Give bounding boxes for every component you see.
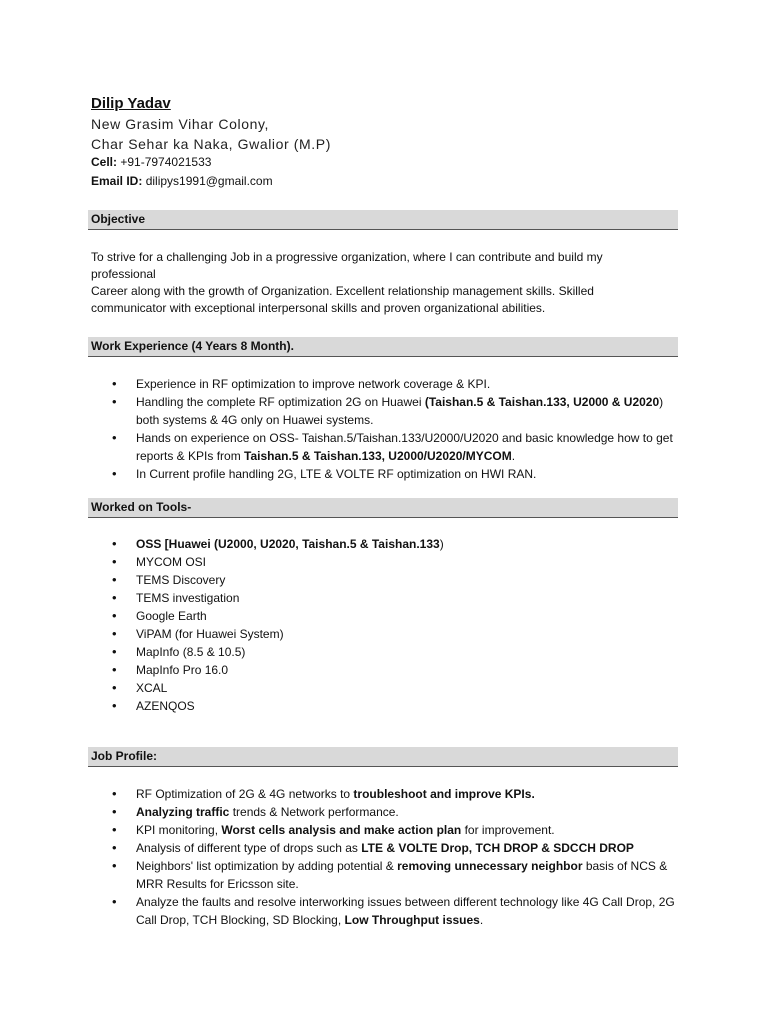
list-item-text: Handling the complete RF optimization 2G on Huawei <box>136 395 425 409</box>
list-item-text: Analysis of different type of drops such as <box>136 841 362 855</box>
tools-list <box>110 535 680 715</box>
list-item <box>110 893 680 929</box>
list-item-text: Low Throughput issues <box>344 913 480 927</box>
list-item <box>110 535 680 553</box>
job-profile-list <box>110 785 680 929</box>
list-item-text: Analyze the faults and resolve interworking issues between different technology like 4G Call Drop, 2G Call Drop, TCH Blocking, SD Blocking, <box>136 895 675 927</box>
list-item <box>110 679 680 697</box>
list-item-text: ) both systems & 4G only on Huawei systems. <box>136 395 664 427</box>
objective-line-3: Career along with the growth of Organization. Excellent relationship management skills. Skilled <box>91 284 594 298</box>
list-item-text: trends & Network performance. <box>229 805 399 819</box>
list-item <box>110 375 680 393</box>
list-item-text: Experience in RF optimization to improve network coverage & KPI. <box>136 377 491 391</box>
list-item-text: TEMS Discovery <box>136 573 226 587</box>
list-item-text: OSS [Huawei (U2000, U2020, Taishan.5 & Taishan.133 <box>136 537 440 551</box>
list-item <box>110 839 680 857</box>
list-item <box>110 571 680 589</box>
list-item <box>110 429 680 465</box>
list-item <box>110 857 680 893</box>
cell-label: Cell: <box>91 155 118 169</box>
list-item <box>110 803 680 821</box>
list-item-text: . <box>479 913 484 927</box>
list-item-text: MYCOM OSI <box>136 555 207 569</box>
tools-heading: Worked on Tools- <box>91 500 192 514</box>
list-item <box>110 607 680 625</box>
list-item-text: removing unnecessary neighbor <box>397 859 583 873</box>
list-item-text: Hands on experience on OSS- Taishan.5/Taishan.133/U2000/U2020 and basic knowledge how to get reports & KPIs from <box>136 431 673 463</box>
email-line <box>91 174 273 188</box>
work-experience-heading: Work Experience (4 Years 8 Month). <box>91 339 294 353</box>
list-item-text: LTE & VOLTE Drop, TCH DROP & SDCCH DROP <box>361 841 634 855</box>
list-item-text: AZENQOS <box>136 699 195 713</box>
list-item <box>110 785 680 803</box>
list-item-text: RF Optimization of 2G & 4G networks to <box>136 787 354 801</box>
list-item-text: for improvement. <box>461 823 555 837</box>
cell-line <box>91 155 211 169</box>
list-item-text: basis of NCS & MRR Results for Ericsson site. <box>136 859 668 891</box>
address-line-1: New Grasim Vihar Colony, <box>91 116 270 132</box>
list-item-text: ) <box>439 537 444 551</box>
cell-value: +91-7974021533 <box>120 155 212 169</box>
list-item-text: . <box>511 449 516 463</box>
work-experience-list <box>110 375 680 483</box>
address-line-2: Char Sehar ka Naka, Gwalior (M.P) <box>91 136 331 152</box>
objective-heading-bar <box>88 210 678 230</box>
list-item-text: troubleshoot and improve KPIs. <box>353 787 535 801</box>
email-value: dilipys1991@gmail.com <box>145 174 273 188</box>
list-item <box>110 393 680 429</box>
objective-text <box>91 249 671 317</box>
list-item-text: (Taishan.5 & Taishan.133, U2000 & U2020 <box>424 395 660 409</box>
list-item <box>110 821 680 839</box>
candidate-name: Dilip Yadav <box>91 95 171 112</box>
list-item-text: TEMS investigation <box>136 591 240 605</box>
objective-heading: Objective <box>91 212 146 226</box>
email-label: Email ID: <box>91 174 143 188</box>
list-item-text: Worst cells analysis and make action plan <box>221 823 462 837</box>
list-item-text: ViPAM (for Huawei System) <box>136 627 284 641</box>
list-item-text: Google Earth <box>136 609 207 623</box>
job-profile-heading-bar <box>88 747 678 767</box>
objective-line-4: communicator with exceptional interpersonal skills and proven organizational abilities. <box>91 301 546 315</box>
list-item-text: In Current profile handling 2G, LTE & VOLTE RF optimization on HWI RAN. <box>136 467 537 481</box>
list-item <box>110 661 680 679</box>
list-item-text: XCAL <box>136 681 168 695</box>
list-item <box>110 697 680 715</box>
list-item-text: KPI monitoring, <box>136 823 222 837</box>
list-item-text: MapInfo Pro 16.0 <box>136 663 229 677</box>
work-experience-heading-bar <box>88 337 678 357</box>
list-item <box>110 589 680 607</box>
list-item <box>110 465 680 483</box>
objective-line-1: To strive for a challenging Job in a progressive organization, where I can contribute and build my <box>91 250 603 264</box>
list-item <box>110 553 680 571</box>
list-item-text: Analyzing traffic <box>136 805 230 819</box>
list-item <box>110 625 680 643</box>
list-item-text: Neighbors' list optimization by adding potential & <box>136 859 398 873</box>
list-item-text: Taishan.5 & Taishan.133, U2000/U2020/MYCOM <box>244 449 512 463</box>
list-item-text: MapInfo (8.5 & 10.5) <box>136 645 246 659</box>
list-item <box>110 643 680 661</box>
tools-heading-bar <box>88 498 678 518</box>
objective-line-2: professional <box>91 267 156 281</box>
job-profile-heading: Job Profile: <box>91 749 158 763</box>
